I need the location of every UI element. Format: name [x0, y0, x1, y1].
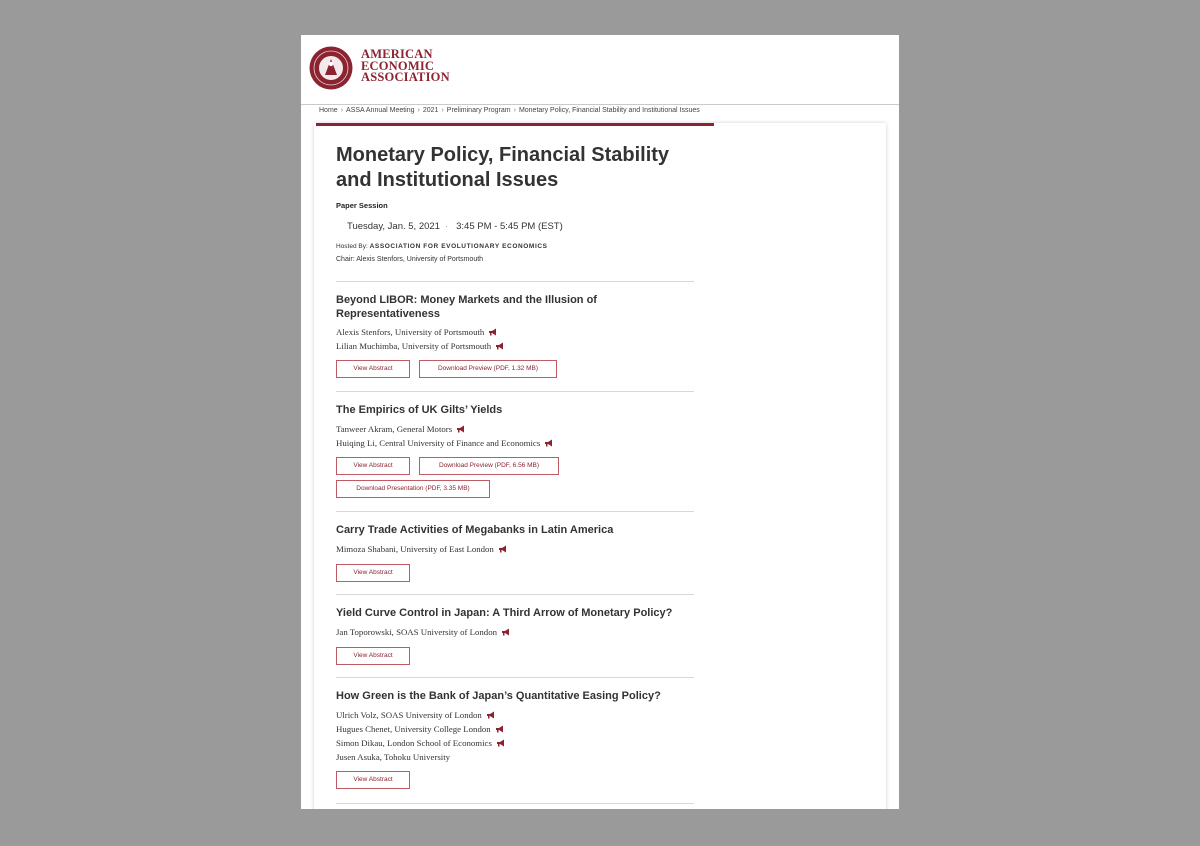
brand-wordmark[interactable] — [361, 49, 450, 84]
page — [301, 35, 899, 809]
author — [336, 750, 694, 764]
view-abstract-button[interactable]: View Abstract — [336, 564, 410, 582]
author — [336, 339, 694, 353]
brand-line-3: ASSOCIATION — [361, 70, 450, 84]
accent-bar — [316, 123, 714, 126]
paper-item — [336, 607, 694, 639]
separator-dot: · — [444, 221, 449, 232]
view-abstract-button[interactable]: View Abstract — [336, 647, 410, 665]
breadcrumb-current: Monetary Policy, Financial Stability and Institutional Issues — [518, 107, 700, 114]
chevron-right-icon: › — [340, 107, 344, 114]
paper-item — [336, 524, 694, 556]
author-list — [336, 542, 694, 556]
brand-line-1: AMERICAN — [361, 47, 433, 61]
author-list — [336, 422, 694, 450]
chevron-right-icon: › — [441, 107, 444, 114]
download-preview-button[interactable]: Download Preview (PDF, 6.56 MB) — [419, 457, 559, 475]
megaphone-icon — [488, 328, 498, 336]
paper-title: Beyond LIBOR: Money Markets and the Illusion of Representativeness — [336, 294, 597, 320]
paper-item — [336, 294, 694, 353]
hosted-org[interactable]: ASSOCIATION FOR EVOLUTIONARY ECONOMICS — [369, 243, 548, 250]
hosted-by — [336, 243, 548, 250]
download-preview-button[interactable]: Download Preview (PDF, 1.32 MB) — [419, 360, 557, 378]
breadcrumb-home[interactable]: Home — [319, 107, 338, 114]
paper-title: Carry Trade Activities of Megabanks in Latin America — [336, 524, 614, 536]
breadcrumb-assa[interactable]: ASSA Annual Meeting — [346, 107, 415, 114]
session-chair: Chair: Alexis Stenfors, University of Portsmouth — [336, 256, 484, 263]
author-name: Huiqing Li, Central University of Finance and Economics — [336, 437, 541, 448]
hosted-label: Hosted By: — [336, 243, 368, 250]
view-abstract-button[interactable]: View Abstract — [336, 360, 410, 378]
megaphone-icon — [501, 628, 511, 636]
paper-title: The Empirics of UK Gilts’ Yields — [336, 404, 503, 416]
megaphone-icon — [495, 342, 505, 350]
megaphone-icon — [496, 739, 506, 747]
view-abstract-button[interactable]: View Abstract — [336, 457, 410, 475]
site-header — [301, 35, 899, 105]
page-title: Monetary Policy, Financial Stability and Institutional Issues — [336, 144, 670, 191]
divider — [336, 677, 694, 678]
author-name: Alexis Stenfors, University of Portsmouth — [336, 327, 485, 337]
divider — [336, 511, 694, 512]
divider — [336, 594, 694, 595]
author-name: Jan Toporowski, SOAS University of London — [336, 626, 497, 637]
author-name: Hugues Chenet, University College London — [336, 723, 491, 734]
author — [336, 436, 694, 450]
author-name: Simon Dikau, London School of Economics — [336, 737, 492, 748]
author-name: Mimoza Shabani, University of East London — [336, 543, 494, 554]
breadcrumb-year[interactable]: 2021 — [422, 107, 439, 114]
megaphone-icon — [498, 545, 508, 553]
author-name: Tanweer Akram, General Motors — [336, 423, 453, 434]
session-datetime — [347, 221, 563, 232]
author-list — [336, 708, 694, 764]
author-name: Ulrich Volz, SOAS University of London — [336, 709, 482, 720]
author-list — [336, 325, 694, 353]
author — [336, 708, 694, 722]
paper-item — [336, 690, 694, 764]
download-presentation-button[interactable]: Download Presentation (PDF, 3.35 MB) — [336, 480, 490, 498]
session-card — [314, 123, 886, 809]
aea-seal-icon[interactable] — [309, 46, 353, 90]
author — [336, 422, 694, 436]
megaphone-icon — [495, 725, 505, 733]
breadcrumb-program[interactable]: Preliminary Program — [446, 107, 511, 114]
paper-item — [336, 404, 694, 450]
divider — [336, 281, 694, 282]
author — [336, 625, 694, 639]
author — [336, 542, 694, 556]
session-date: Tuesday, Jan. 5, 2021 — [347, 221, 440, 232]
author-name: Lilian Muchimba, University of Portsmouth — [336, 341, 492, 351]
paper-title: How Green is the Bank of Japan’s Quantitative Easing Policy? — [336, 690, 661, 702]
megaphone-icon — [456, 425, 466, 433]
author — [336, 722, 694, 736]
session-time: 3:45 PM - 5:45 PM (EST) — [456, 221, 563, 232]
view-abstract-button[interactable]: View Abstract — [336, 771, 410, 789]
divider — [336, 803, 694, 804]
divider — [336, 391, 694, 392]
author-list — [336, 625, 694, 639]
megaphone-icon — [486, 711, 496, 719]
paper-title: Yield Curve Control in Japan: A Third Arrow of Monetary Policy? — [336, 607, 673, 619]
breadcrumb — [319, 106, 700, 116]
author — [336, 736, 694, 750]
chevron-right-icon: › — [513, 107, 516, 114]
author — [336, 325, 694, 339]
megaphone-icon — [544, 439, 554, 447]
chevron-right-icon: › — [417, 107, 420, 114]
session-type: Paper Session — [336, 201, 388, 210]
author-name: Jusen Asuka, Tohoku University — [336, 751, 451, 762]
brand-line-2: ECONOMIC — [361, 58, 435, 73]
